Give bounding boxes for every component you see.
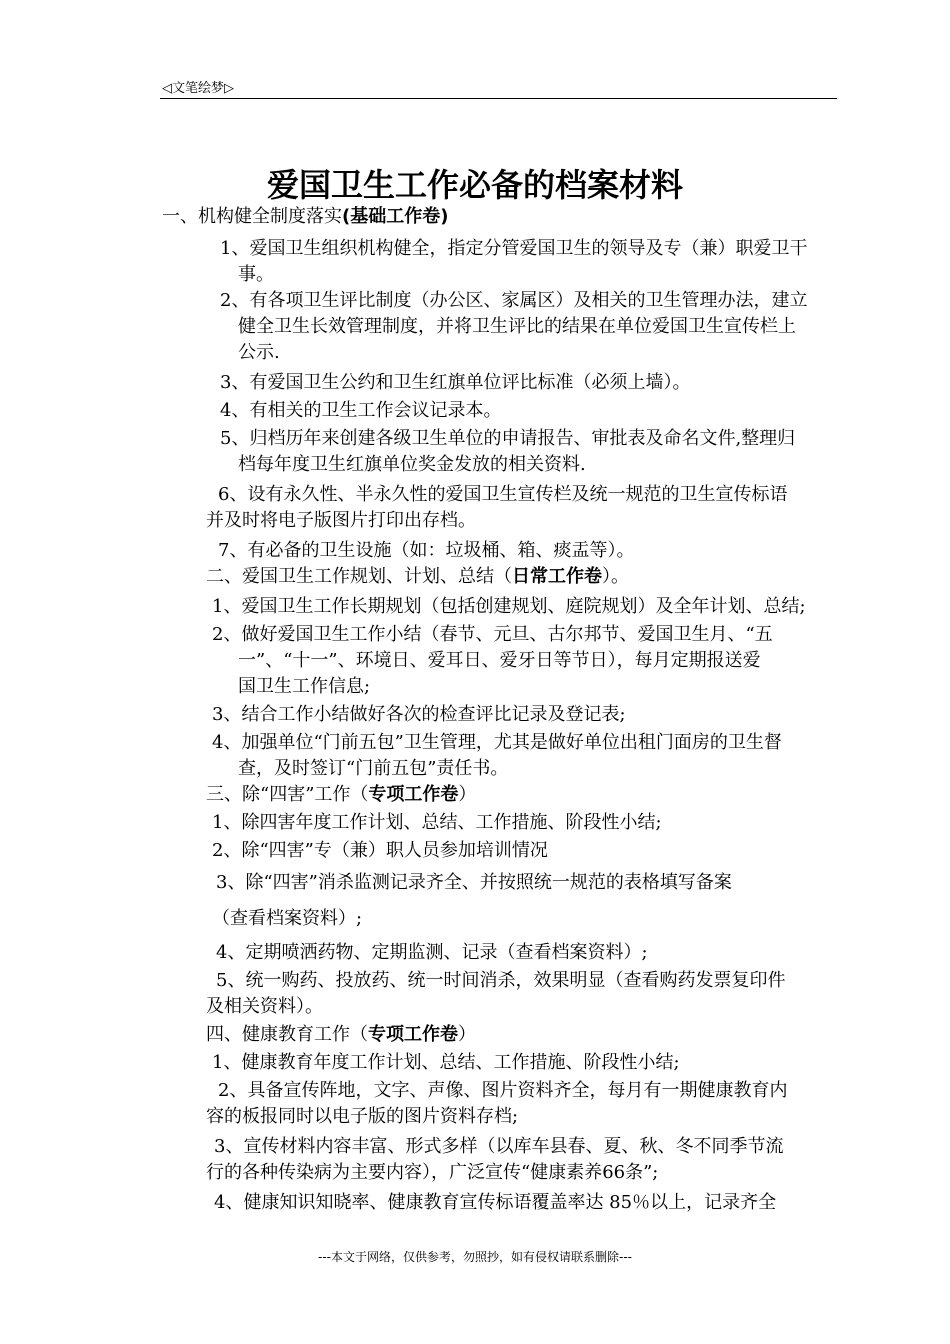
line-text: 2、有各项卫生评比制度（办公区、家属区）及相关的卫生管理办法，建立	[220, 290, 808, 311]
line-text: 5、归档历年来创建各级卫生单位的申请报告、审批表及命名文件,整理归	[220, 428, 796, 449]
text-line	[238, 316, 796, 338]
line-text: 公示.	[238, 342, 280, 363]
text-line	[206, 784, 476, 806]
line-bold-text: (基础工作卷)	[342, 206, 449, 227]
text-line	[212, 1052, 680, 1074]
line-text: 4、定期喷洒药物、定期监测、记录（查看档案资料）;	[216, 942, 648, 963]
line-text: 4、加强单位“门前五包”卫生管理，尤其是做好单位出租门面房的卫生督	[212, 732, 782, 753]
text-line	[238, 454, 586, 476]
text-line	[206, 1162, 658, 1184]
line-text: 四、健康教育工作（	[206, 1024, 368, 1045]
line-text: 2、做好爱国卫生工作小结（春节、元旦、古尔邦节、爱国卫生月、“五	[212, 624, 773, 645]
line-text: 6、设有永久性、半永久性的爱国卫生宣传栏及统一规范的卫生宣传标语	[218, 484, 788, 505]
text-line	[212, 840, 548, 862]
header-text: ◁文笔绘梦▷	[162, 81, 234, 96]
page-footer: ---本文于网络，仅供参考，勿照抄，如有侵权请联系删除---	[318, 1250, 632, 1264]
text-line	[218, 1080, 787, 1102]
line-text: 容的板报同时以电子版的图片资料存档;	[206, 1106, 519, 1127]
page-header	[160, 70, 837, 99]
line-text: 1、爱国卫生工作长期规划（包括创建规划、庭院规划）及全年计划、总结;	[212, 596, 806, 617]
text-line	[216, 970, 785, 992]
text-line	[220, 372, 690, 394]
line-text: 3、结合工作小结做好各次的检查评比记录及登记表;	[212, 704, 626, 725]
text-line	[206, 1024, 476, 1046]
line-text: 2、除“四害”专（兼）职人员参加培训情况	[212, 840, 548, 861]
line-text: 行的各种传染病为主要内容），广泛宣传“健康素养66条”;	[206, 1162, 659, 1183]
line-text: 查，及时签订“门前五包”责任书。	[238, 758, 509, 779]
line-bold-text: 日常工作卷	[512, 566, 602, 587]
text-line	[238, 650, 761, 672]
line-tail-text: ）	[458, 1024, 476, 1045]
line-tail-text: ）	[458, 784, 477, 805]
line-text: 事。	[238, 264, 274, 285]
text-line	[212, 812, 662, 834]
line-text: 一、机构健全制度落实	[162, 206, 342, 227]
text-line	[216, 942, 648, 964]
text-line	[238, 264, 274, 286]
text-line	[220, 400, 501, 422]
line-text: 并及时将电子版图片打印出存档。	[206, 510, 476, 531]
line-text: 档每年度卫生红旗单位奖金发放的相关资料.	[238, 454, 586, 475]
text-line	[220, 238, 807, 260]
text-line	[206, 996, 323, 1018]
text-line	[214, 1192, 776, 1214]
line-text: （查看档案资料）;	[212, 908, 363, 929]
text-line	[212, 732, 782, 754]
line-text: 7、有必备的卫生设施（如：垃圾桶、箱、痰盂等）。	[218, 540, 635, 561]
line-text: 健全卫生长效管理制度，并将卫生评比的结果在单位爱国卫生宣传栏上	[238, 316, 796, 337]
text-line	[220, 428, 795, 450]
line-text: 3、除“四害”消杀监测记录齐全、并按照统一规范的表格填写备案	[216, 872, 732, 893]
line-tail-text: ）。	[602, 566, 629, 587]
line-text: 3、有爱国卫生公约和卫生红旗单位评比标准（必须上墙）。	[220, 372, 691, 393]
line-text: 二、爱国卫生工作规划、计划、总结（	[206, 566, 512, 587]
text-line	[238, 758, 508, 780]
text-line	[214, 1136, 783, 1158]
line-text: 5、统一购药、投放药、统一时间消杀，效果明显（查看购药发票复印件	[216, 970, 786, 991]
line-text: 1、健康教育年度工作计划、总结、工作措施、阶段性小结;	[212, 1052, 680, 1073]
line-text: 4、有相关的卫生工作会议记录本。	[220, 400, 502, 421]
text-line	[206, 1106, 518, 1128]
line-text: 4、健康知识知晓率、健康教育宣传标语覆盖率达 85％以上，记录齐全	[214, 1192, 777, 1213]
text-line	[206, 566, 629, 588]
line-text: 1、爱国卫生组织机构健全，指定分管爱国卫生的领导及专（兼）职爱卫干	[220, 238, 808, 259]
text-line	[238, 342, 280, 364]
text-line	[218, 540, 634, 562]
line-text: 3、宣传材料内容丰富、形式多样（以库车县春、夏、秋、冬不同季节流	[214, 1136, 784, 1157]
text-line	[238, 676, 370, 698]
document-title: 爱国卫生工作必备的档案材料	[266, 166, 683, 204]
text-line	[212, 908, 362, 930]
line-text: 1、除四害年度工作计划、总结、工作措施、阶段性小结;	[212, 812, 662, 833]
text-line	[216, 872, 732, 894]
text-line	[212, 596, 806, 618]
line-bold-text: 专项工作卷	[368, 1024, 458, 1045]
line-text: 及相关资料）。	[206, 996, 323, 1017]
line-text: 三、除“四害”工作（	[206, 784, 369, 805]
text-line	[162, 206, 448, 228]
line-bold-text: 专项工作卷	[368, 784, 459, 805]
text-line	[218, 484, 787, 506]
line-text: 2、具备宣传阵地，文字、声像、图片资料齐全，每月有一期健康教育内	[218, 1080, 788, 1101]
line-text: 国卫生工作信息;	[238, 676, 371, 697]
text-line	[212, 624, 773, 646]
line-text: 一”、“十一”、环境日、爱耳日、爱牙日等节日），每月定期报送爱	[238, 650, 761, 671]
text-line	[206, 510, 476, 532]
text-line	[212, 704, 626, 726]
text-line	[220, 290, 807, 312]
